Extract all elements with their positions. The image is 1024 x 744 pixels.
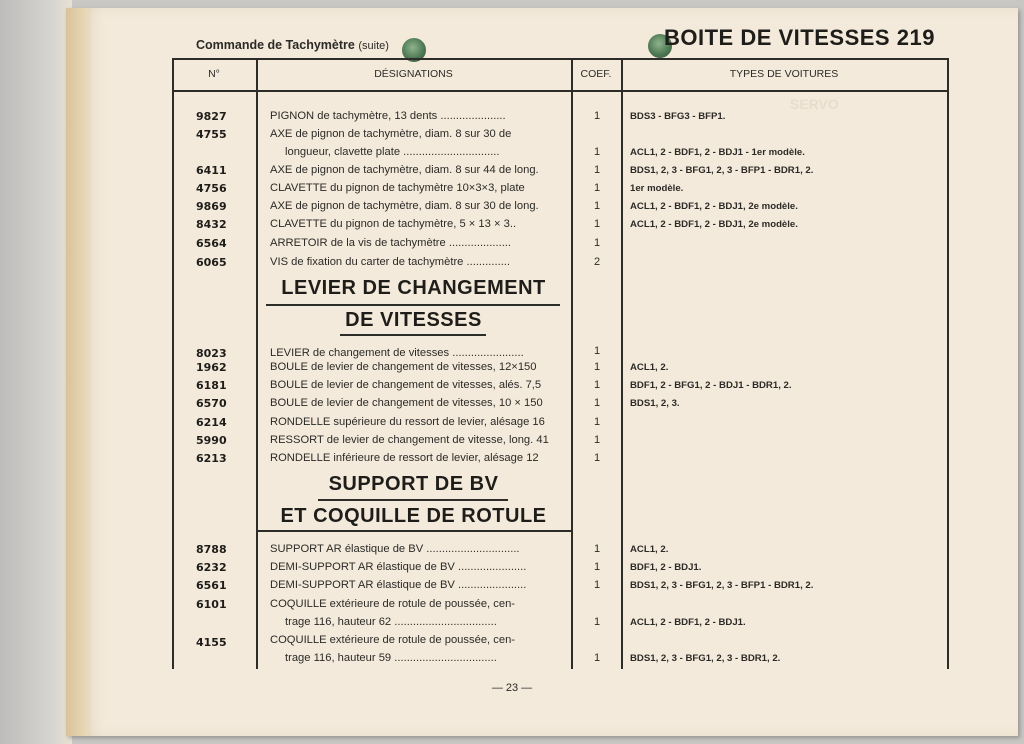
- bleed-through-text: SERVO: [790, 96, 839, 112]
- part-coef: 1: [593, 561, 601, 573]
- part-designation: PIGNON de tachymètre, 13 dents .....................: [270, 110, 506, 122]
- part-coef: 1: [593, 379, 601, 391]
- part-vehicle-types: BDS1, 2, 3 - BFG1, 2, 3 - BFP1 - BDR1, 2.: [630, 165, 814, 176]
- part-number: 6181: [196, 379, 227, 392]
- part-number: 6214: [196, 416, 227, 429]
- part-number: 4756: [196, 182, 227, 195]
- part-coef: 1: [593, 416, 601, 428]
- part-coef: 1: [593, 345, 601, 357]
- part-designation: COQUILLE extérieure de rotule de poussée, cen-: [270, 598, 516, 610]
- section-heading-support-line1: SUPPORT DE BV: [328, 473, 499, 495]
- part-number: 6411: [196, 164, 227, 177]
- part-designation: CLAVETTE du pignon de tachymètre 10×3×3, plate: [270, 182, 525, 194]
- part-vehicle-types: BDS1, 2, 3 - BFG1, 2, 3 - BFP1 - BDR1, 2.: [630, 580, 814, 591]
- part-number: 8432: [196, 218, 227, 231]
- table-header-rule: [172, 90, 948, 92]
- part-vehicle-types: ACL1, 2.: [630, 544, 669, 555]
- part-coef: 1: [593, 616, 601, 628]
- part-vehicle-types: ACL1, 2 - BDF1, 2 - BDJ1, 2e modèle.: [630, 201, 798, 212]
- part-vehicle-types: ACL1, 2 - BDF1, 2 - BDJ1.: [630, 617, 746, 628]
- part-number: 6065: [196, 256, 227, 269]
- column-header-designations: DÉSIGNATIONS: [374, 68, 453, 80]
- part-vehicle-types: BDF1, 2 - BDJ1.: [630, 562, 702, 573]
- part-designation: trage 116, hauteur 59 .................................: [285, 652, 497, 664]
- part-vehicle-types: BDS3 - BFG3 - BFP1.: [630, 111, 726, 122]
- section-heading-rule: [340, 334, 486, 336]
- part-vehicle-types: 1er modèle.: [630, 183, 684, 194]
- part-number: 8788: [196, 543, 227, 556]
- part-coef: 1: [593, 218, 601, 230]
- part-coef: 1: [593, 110, 601, 122]
- part-designation: DEMI-SUPPORT AR élastique de BV ......................: [270, 579, 527, 591]
- part-designation: BOULE de levier de changement de vitesses, 12×150: [270, 361, 537, 373]
- part-number: 6564: [196, 237, 227, 250]
- part-coef: 1: [593, 579, 601, 591]
- page-header-right: BOITE DE VITESSES 219: [664, 25, 935, 50]
- part-designation: trage 116, hauteur 62 .................................: [285, 616, 497, 628]
- part-designation: AXE de pignon de tachymètre, diam. 8 sur 30 de long.: [270, 200, 539, 212]
- page-header-left: [196, 38, 389, 52]
- column-divider-designation: [256, 58, 258, 669]
- part-number: 6101: [196, 598, 227, 611]
- part-number: 9869: [196, 200, 227, 213]
- part-number: 8023: [196, 347, 227, 360]
- part-vehicle-types: ACL1, 2 - BDF1, 2 - BDJ1, 2e modèle.: [630, 219, 798, 230]
- part-vehicle-types: BDS1, 2, 3 - BFG1, 2, 3 - BDR1, 2.: [630, 653, 781, 664]
- column-divider-types: [621, 58, 623, 669]
- part-designation: CLAVETTE du pignon de tachymètre, 5 × 13 × 3..: [270, 218, 517, 230]
- column-header-coef: COEF.: [580, 68, 612, 80]
- header-left-suite: (suite): [358, 40, 389, 52]
- part-number: 6232: [196, 561, 227, 574]
- part-coef: 1: [593, 237, 601, 249]
- section-heading-rule: [318, 499, 508, 501]
- part-designation: BOULE de levier de changement de vitesses, 10 × 150: [270, 397, 543, 409]
- part-vehicle-types: BDF1, 2 - BFG1, 2 - BDJ1 - BDR1, 2.: [630, 380, 792, 391]
- part-designation: VIS de fixation du carter de tachymètre ..............: [270, 256, 511, 268]
- part-vehicle-types: BDS1, 2, 3.: [630, 398, 680, 409]
- part-designation: AXE de pignon de tachymètre, diam. 8 sur 44 de long.: [270, 164, 539, 176]
- part-designation: RONDELLE inférieure de ressort de levier, alésage 12: [270, 452, 539, 464]
- section-heading-rule: [266, 304, 560, 306]
- part-coef: 1: [593, 164, 601, 176]
- column-header-types: TYPES DE VOITURES: [729, 68, 839, 80]
- part-number: 9827: [196, 110, 227, 123]
- part-number: 4155: [196, 636, 227, 649]
- part-coef: 1: [593, 146, 601, 158]
- part-coef: 1: [593, 200, 601, 212]
- column-header-no: N°: [208, 68, 220, 80]
- part-coef: 1: [593, 182, 601, 194]
- scan-background: [0, 0, 72, 744]
- part-number: 4755: [196, 128, 227, 141]
- part-coef: 1: [593, 361, 601, 373]
- column-divider-coef: [571, 58, 573, 669]
- table-top-rule: [172, 58, 948, 60]
- section-heading-levier-line2: DE VITESSES: [345, 309, 482, 331]
- part-designation: longueur, clavette plate ...............................: [285, 146, 500, 158]
- part-designation: LEVIER de changement de vitesses .......................: [270, 347, 524, 359]
- part-coef: 2: [593, 256, 601, 268]
- part-coef: 1: [593, 543, 601, 555]
- part-designation: ARRETOIR de la vis de tachymètre ....................: [270, 237, 512, 249]
- part-number: 5990: [196, 434, 227, 447]
- part-vehicle-types: ACL1, 2.: [630, 362, 669, 373]
- page-spine: [66, 8, 88, 736]
- part-number: 6213: [196, 452, 227, 465]
- header-left-title: Commande de Tachymètre: [196, 38, 355, 52]
- part-designation: RONDELLE supérieure du ressort de levier, alésage 16: [270, 416, 545, 428]
- page-number: — 23 —: [491, 682, 533, 694]
- part-number: 1962: [196, 361, 227, 374]
- part-coef: 1: [593, 397, 601, 409]
- part-number: 6561: [196, 579, 227, 592]
- section-heading-levier-line1: LEVIER DE CHANGEMENT: [281, 277, 546, 299]
- part-coef: 1: [593, 434, 601, 446]
- part-designation: RESSORT de levier de changement de vitesse, long. 41: [270, 434, 549, 446]
- part-vehicle-types: ACL1, 2 - BDF1, 2 - BDJ1 - 1er modèle.: [630, 147, 805, 158]
- section-heading-rule: [258, 530, 571, 532]
- part-designation: BOULE de levier de changement de vitesses, alés. 7,5: [270, 379, 542, 391]
- part-coef: 1: [593, 652, 601, 664]
- column-divider-no: [172, 58, 174, 669]
- part-designation: DEMI-SUPPORT AR élastique de BV ......................: [270, 561, 527, 573]
- part-designation: AXE de pignon de tachymètre, diam. 8 sur 30 de: [270, 128, 512, 140]
- part-coef: 1: [593, 452, 601, 464]
- part-number: 6570: [196, 397, 227, 410]
- section-heading-support-line2: ET COQUILLE DE ROTULE: [280, 505, 547, 527]
- part-designation: SUPPORT AR élastique de BV ..............................: [270, 543, 520, 555]
- part-designation: COQUILLE extérieure de rotule de poussée, cen-: [270, 634, 516, 646]
